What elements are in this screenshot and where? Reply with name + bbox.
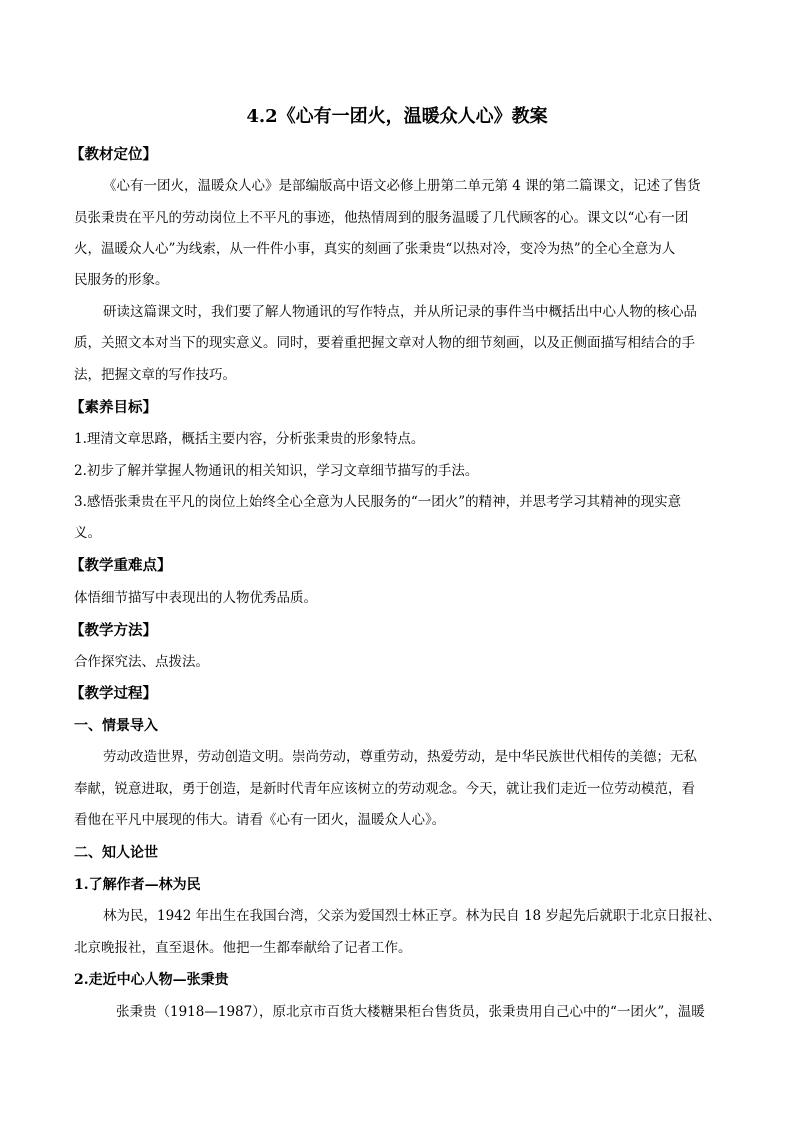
paragraph-line: 质，关照文本对当下的现实意义。同时，要着重把握文章对人物的细节刻画，以及正侧面描写相结合的手 [74,335,695,351]
goal-item: 3.感悟张秉贵在平凡的岗位上始终全心全意为人民服务的“一团火”的精神，并思考学习其精神的现实意 [74,494,682,510]
process-part2-sub1-heading: 1.了解作者—林为民 [74,877,201,893]
paragraph-line: 民服务的形象。 [74,272,169,288]
document-title: 4.2《心有一团火，温暖众人心》教案 [246,106,548,127]
difficulties-text: 体悟细节描写中表现出的人物优秀品质。 [74,590,317,606]
goal-item: 1.理清文章思路，概括主要内容，分析张秉贵的形象特点。 [74,431,425,447]
methods-text: 合作探究法、点拨法。 [74,654,209,670]
paragraph-line: 研读这篇课文时，我们要了解人物通讯的写作特点，并从所记录的事件当中概括出中心人物的核心品 [103,304,697,320]
paragraph-line: 《心有一团火，温暖众人心》是部编版高中语文必修上册第二单元第 4 课的第二篇课文，记述了售货 [103,178,701,194]
paragraph-line: 张秉贵（1918—1987），原北京市百货大楼糖果柜台售货员，张秉贵用自己心中的“一团火”，温暖 [116,1004,705,1020]
section-heading-difficulties: 【教学重难点】 [70,557,172,574]
paragraph-line: 火，温暖众人心”为线索，从一件件小事，真实的刻画了张秉贵“以热对冷，变冷为热”的全心全意为人 [74,241,676,257]
paragraph-line: 劳动改造世界，劳动创造文明。崇尚劳动，尊重劳动，热爱劳动，是中华民族世代相传的美德；无私 [103,749,697,765]
paragraph-line: 奉献，锐意进取，勇于创造，是新时代青年应该树立的劳动观念。今天，就让我们走近一位劳动模范，看 [74,781,695,797]
section-heading-methods: 【教学方法】 [70,622,157,639]
goal-item: 义。 [74,525,101,541]
section-heading-process: 【教学过程】 [70,685,157,702]
paragraph-line: 看他在平凡中展现的伟大。请看《心有一团火，温暖众人心》。 [74,812,446,828]
paragraph-line: 北京晚报社，直至退休。他把一生都奉献给了记者工作。 [74,940,412,956]
process-part2-heading: 二、知人论世 [74,845,158,861]
paragraph-line: 林为民，1942 年出生在我国台湾，父亲为爱国烈士林正亨。林为民自 18 岁起先后就职于北京日报社、 [103,908,721,924]
process-part1-heading: 一、情景导入 [74,718,158,734]
paragraph-line: 法，把握文章的写作技巧。 [74,367,236,383]
paragraph-line: 员张秉贵在平凡的劳动岗位上不平凡的事迹，他热情周到的服务温暖了几代顾客的心。课文以“心有一团 [74,210,689,226]
goal-item: 2.初步了解并掌握人物通讯的相关知识，学习文章细节描写的手法。 [74,463,479,479]
section-heading-positioning: 【教材定位】 [70,146,157,163]
process-part2-sub2-heading: 2.走近中心人物—张秉贵 [74,972,229,988]
section-heading-goals: 【素养目标】 [70,399,157,416]
